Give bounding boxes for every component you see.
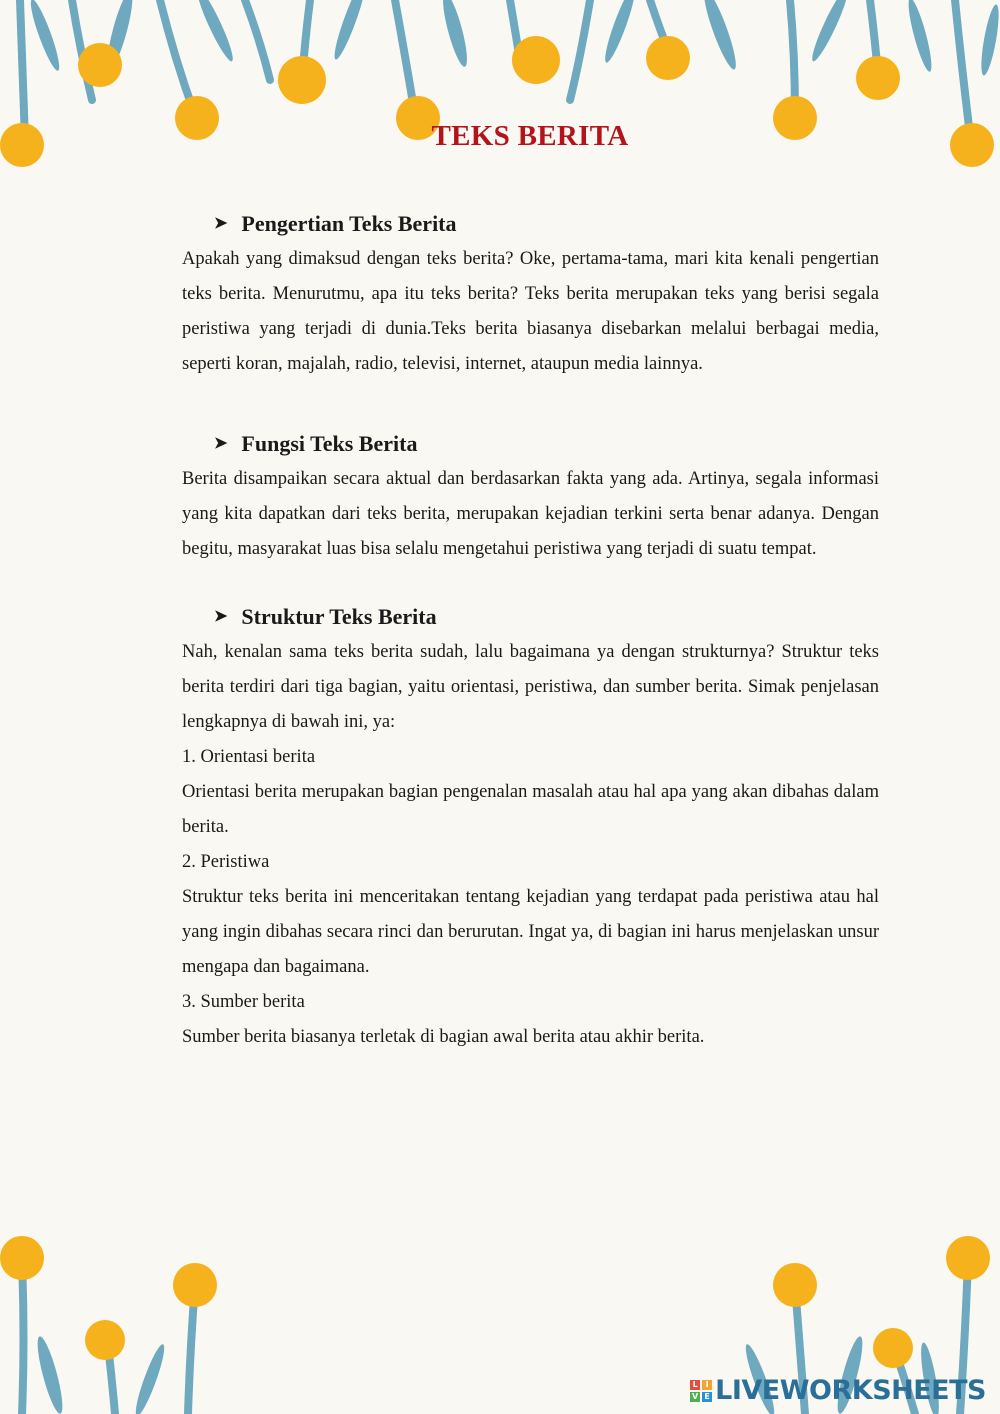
section-paragraph: Berita disampaikan secara aktual dan berdasarkan fakta yang ada. Artinya, segala informasi yang kita dapatkan dari teks berita, merupakan kejadian terkini serta benar adanya. Dengan begitu, masyarakat luas bisa selalu mengetahui peristiwa yang terjadi di suatu tempat. [182,469,879,559]
arrowhead-icon: ➤ [214,434,228,452]
section-heading-label: Fungsi Teks Berita [241,430,418,456]
liveworksheets-brand[interactable] [690,1375,986,1406]
section-heading-struktur [214,597,879,635]
section-heading-fungsi [214,424,879,462]
list-item-text: Struktur teks berita ini menceritakan tentang kejadian yang terdapat pada peristiwa atau hal yang ingin dibahas secara rinci dan berurutan. Ingat ya, di bagian ini harus menjelaskan unsur mengapa dan bagaimana. [182,887,879,977]
logo-letter: E [702,1392,712,1402]
floral-border-top [0,0,1000,200]
list-item-text: Sumber berita biasanya terletak di bagian awal berita atau akhir berita. [182,1027,705,1047]
list-item-text: Orientasi berita merupakan bagian pengenalan masalah atau hal apa yang akan dibahas dalam berita. [182,782,879,837]
liveworksheets-logo-icon [690,1380,712,1402]
section-heading-label: Pengertian Teks Berita [241,210,457,236]
list-item-label: 3. Sumber berita [182,992,305,1012]
list-item-label: 2. Peristiwa [182,852,270,872]
section-intro: Nah, kenalan sama teks berita sudah, lalu bagaimana ya dengan strukturnya? Struktur teks berita terdiri dari tiga bagian, yaitu orientasi, peristiwa, dan sumber berita. Simak penjelasan lengkapnya di bawah ini, ya: [182,642,879,732]
page-title: TEKS BERITA [431,120,629,152]
arrowhead-icon: ➤ [214,607,228,625]
section-paragraph: Apakah yang dimaksud dengan teks berita? Oke, pertama-tama, mari kita kenali pengertian teks berita. Menurutmu, apa itu teks berita? Teks berita merupakan teks yang berisi segala peristiwa yang terjadi di dunia.Teks berita biasanya disebarkan melalui berbagai media, seperti koran, majalah, radio, televisi, internet, ataupun media lainnya. [182,249,879,374]
brand-name: LIVEWORKSHEETS [715,1375,986,1406]
logo-letter: L [690,1380,700,1390]
section-heading-label: Struktur Teks Berita [241,603,437,629]
document-body [182,204,879,1055]
logo-letter: V [692,1391,699,1401]
arrowhead-icon: ➤ [214,214,228,232]
list-item-label: 1. Orientasi berita [182,747,316,767]
section-heading-pengertian [214,204,879,242]
logo-letter: I [702,1380,712,1390]
